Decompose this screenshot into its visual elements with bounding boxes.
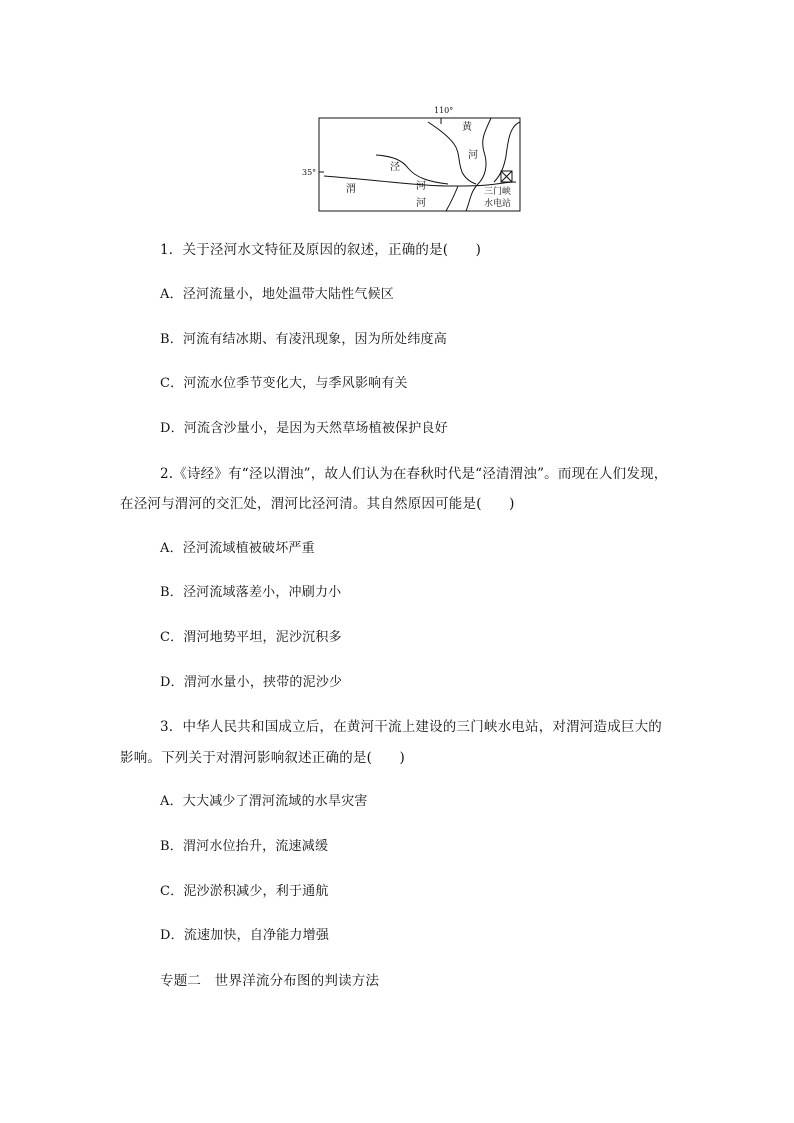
dam-station-icon — [501, 171, 512, 182]
question-2-option-d: D．渭河水量小，挟带的泥沙少 — [160, 675, 343, 690]
map-label-huang: 黄 — [462, 122, 472, 133]
question-2-option-c: C．渭河地势平坦，泥沙沉积多 — [160, 630, 342, 645]
longitude-label: 110° — [434, 106, 454, 115]
question-3-option-c: C．泥沙淤积减少，利于通航 — [160, 884, 329, 899]
river-map — [300, 100, 530, 215]
map-label-jing: 泾 — [390, 162, 400, 173]
map-label-he-jing: 河 — [416, 181, 426, 192]
question-2-option-b: B．泾河流域落差小，冲刷力小 — [160, 585, 342, 600]
question-2-option-a: A．泾河流域植被破坏严重 — [160, 541, 315, 556]
map-label-wei: 渭 — [346, 184, 356, 195]
map-label-station-line2: 水电站 — [484, 199, 512, 209]
question-3-option-a: A．大大减少了渭河流域的水旱灾害 — [160, 794, 368, 809]
question-3-stem-line-1: 3．中华人民共和国成立后，在黄河干流上建设的三门峡水电站，对渭河造成巨大的 — [160, 719, 662, 735]
map-label-he-yellow: 河 — [468, 150, 478, 161]
question-1-option-d: D．河流含沙量小，是因为天然草场植被保护良好 — [160, 421, 448, 436]
river-map-figure — [300, 100, 530, 215]
question-1-stem: 1．关于泾河水文特征及原因的叙述，正确的是( ) — [160, 242, 482, 258]
question-2-stem-line-1: 2.《诗经》有“泾以渭浊”，故人们认为在春秋时代是“泾清渭浊”。而现在人们发现， — [160, 466, 668, 482]
section-heading: 专题二 世界洋流分布图的判读方法 — [160, 973, 380, 989]
question-3-option-d: D．流速加快，自净能力增强 — [160, 928, 330, 943]
question-3-stem-line-2: 影响。下列关于对渭河影响叙述正确的是( ) — [120, 750, 405, 766]
question-1-option-b: B．河流有结冰期、有凌汛现象，因为所处纬度高 — [160, 332, 447, 347]
map-label-he-wei: 河 — [416, 198, 426, 209]
south-branch-line — [446, 186, 458, 211]
question-1-option-a: A．泾河流量小，地处温带大陆性气候区 — [160, 287, 394, 302]
question-3-option-b: B．渭河水位抬升，流速减缓 — [160, 839, 329, 854]
question-1-option-c: C．河流水位季节变化大，与季风影响有关 — [160, 376, 408, 391]
jing-river-line — [376, 155, 448, 184]
question-2-stem-line-2: 在泾河与渭河的交汇处，渭河比泾河清。其自然原因可能是( ) — [120, 496, 515, 512]
latitude-label: 35° — [302, 168, 317, 177]
map-label-station-line1: 三门峡 — [484, 187, 512, 197]
